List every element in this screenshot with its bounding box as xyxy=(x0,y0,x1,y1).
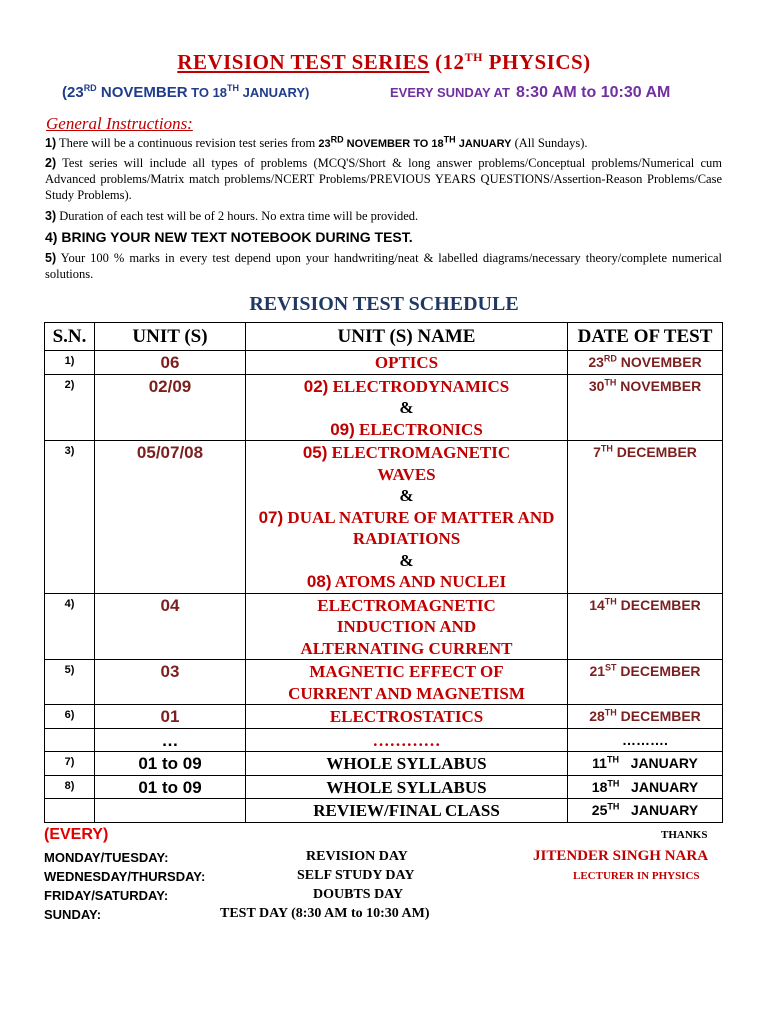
instruction-2-text: Test series will include all types of problems (MCQ'S/Short & long answer problems/Conceptual problems/Numerical cum Advanced problems/Matrix match problems/NCERT Problems/PREVIOUS YEARS QUESTIONS/Assertion-Reason Problems/Case Study Problems). xyxy=(45,156,722,202)
weekly-activity-1: REVISION DAY xyxy=(306,849,408,864)
weekly-days-3: FRIDAY/SATURDAY: xyxy=(44,888,169,903)
instruction-3 xyxy=(45,208,722,224)
date-day: 28 xyxy=(589,708,605,724)
row-date xyxy=(568,660,723,705)
table-row xyxy=(45,705,723,729)
unit-num: 02) xyxy=(303,376,329,396)
instruction-2 xyxy=(45,155,722,203)
document-title xyxy=(0,50,768,75)
date-day: ………. xyxy=(622,731,668,748)
table-row xyxy=(45,775,723,799)
thanks-text: THANKS xyxy=(661,829,708,841)
table-row xyxy=(45,351,723,375)
teacher-name: JITENDER SINGH NARA xyxy=(533,848,709,864)
date-day: 7 xyxy=(593,444,601,460)
table-row xyxy=(45,799,723,823)
row-sn xyxy=(45,799,95,823)
row-date xyxy=(568,441,723,594)
table-row xyxy=(45,374,723,441)
table-row xyxy=(45,441,723,594)
date-suffix: TH xyxy=(604,376,617,387)
date-suffix: ST xyxy=(605,662,617,673)
date-suffix: TH xyxy=(606,754,619,765)
weekly-activity-4: TEST DAY (8:30 AM to 10:30 AM) xyxy=(220,906,430,921)
instruction-1-bold-a-sup: RD xyxy=(330,134,344,145)
row-date xyxy=(568,374,723,441)
row-unit: 01 to 09 xyxy=(95,752,246,776)
row-unit: 05/07/08 xyxy=(95,441,246,594)
row-sn: 5) xyxy=(45,660,95,705)
date-suffix: RD xyxy=(603,353,617,364)
unit-name: MAGNETIC EFFECT OF CURRENT AND MAGNETISM xyxy=(288,662,525,703)
unit-name: ELECTRODYNAMICS xyxy=(328,376,510,396)
instruction-1-bold-a: 23 xyxy=(318,138,331,150)
row-date xyxy=(568,705,723,729)
schedule-title: REVISION TEST SCHEDULE xyxy=(249,293,519,315)
row-sn: 3) xyxy=(45,441,95,594)
header-unit-name: UNIT (S) NAME xyxy=(246,323,568,351)
weekly-days-4: SUNDAY: xyxy=(44,907,102,922)
ampersand: & xyxy=(399,486,414,505)
title-class-sup: TH xyxy=(464,50,483,64)
instruction-3-num: 3) xyxy=(45,209,57,223)
row-unit: 01 xyxy=(95,705,246,729)
weekly-activity-2: SELF STUDY DAY xyxy=(297,868,415,883)
row-date xyxy=(568,775,723,799)
date-month: JANUARY xyxy=(619,802,699,818)
date-month: DECEMBER xyxy=(616,596,701,613)
row-unit: 01 to 09 xyxy=(95,775,246,799)
unit-num: 05) xyxy=(302,443,328,462)
every-label: EVERY SUNDAY AT xyxy=(390,85,510,100)
instruction-4-num: 4) xyxy=(45,229,58,245)
date-suffix: TH xyxy=(604,595,617,606)
weekly-activity-3: DOUBTS DAY xyxy=(313,887,404,902)
instruction-4 xyxy=(45,229,722,245)
row-sn: 2) xyxy=(45,374,95,441)
unit-name: ELECTROMAGNETIC WAVES xyxy=(327,443,511,484)
instruction-1-post: (All Sundays). xyxy=(511,136,588,150)
row-sn: 4) xyxy=(45,593,95,660)
row-unit-name xyxy=(246,752,568,776)
subtitle xyxy=(62,84,742,101)
table-header-row xyxy=(45,323,723,351)
row-sn: 7) xyxy=(45,752,95,776)
date-month: DECEMBER xyxy=(616,663,701,679)
instructions-heading: General Instructions: xyxy=(46,114,193,133)
row-unit-name xyxy=(246,660,568,705)
ampersand: & xyxy=(399,550,414,570)
header-date: DATE OF TEST xyxy=(568,323,723,351)
row-unit-name xyxy=(246,593,568,660)
instruction-3-text: Duration of each test will be of 2 hours. No extra time will be provided. xyxy=(56,209,419,223)
row-unit-name xyxy=(246,775,568,799)
unit-name: ELECTROSTATICS xyxy=(329,707,484,726)
instruction-5-num: 5) xyxy=(45,251,57,265)
instruction-5 xyxy=(45,250,722,282)
date-month: JANUARY xyxy=(618,755,698,771)
date-month: DECEMBER xyxy=(616,708,701,724)
instruction-1-bold-b-sup: TH xyxy=(443,134,456,145)
date-suffix: TH xyxy=(600,443,613,454)
weekly-days-1: MONDAY/TUESDAY: xyxy=(44,850,169,865)
row-sn: 8) xyxy=(45,775,95,799)
table-row xyxy=(45,728,723,752)
unit-name: WHOLE SYLLABUS xyxy=(326,777,487,797)
header-sn: S.N. xyxy=(45,323,95,351)
unit-name: ATOMS AND NUCLEI xyxy=(331,572,507,591)
row-sn xyxy=(45,728,95,752)
date-range xyxy=(62,84,309,101)
date-suffix: TH xyxy=(607,801,620,812)
row-unit xyxy=(95,799,246,823)
date-month: DECEMBER xyxy=(612,444,697,460)
date-day: 23 xyxy=(588,354,604,370)
instruction-1 xyxy=(45,135,722,152)
every-label: (EVERY) xyxy=(44,826,109,843)
row-sn: 6) xyxy=(45,705,95,729)
instruction-2-num: 2) xyxy=(45,156,57,170)
row-unit: 03 xyxy=(95,660,246,705)
unit-name: ELECTROMAGNETIC INDUCTION AND ALTERNATING CURRENT xyxy=(300,595,513,658)
weekly-days-2: WEDNESDAY/THURSDAY: xyxy=(44,869,206,884)
row-unit-name xyxy=(246,374,568,441)
ampersand: & xyxy=(399,398,414,417)
every-sunday xyxy=(390,84,670,102)
unit-num: 09) xyxy=(330,419,355,439)
row-unit: 02/09 xyxy=(95,374,246,441)
date-month: NOVEMBER xyxy=(616,354,702,370)
instruction-1-bold-c: JANUARY xyxy=(455,138,512,150)
header-unit: UNIT (S) xyxy=(95,323,246,351)
row-date xyxy=(568,593,723,660)
title-class-suffix: PHYSICS) xyxy=(482,50,591,74)
instruction-5-text: Your 100 % marks in every test depend upon your handwriting/neat & labelled diagrams/necessary theory/complete numerical solutions. xyxy=(45,251,722,281)
row-unit-name xyxy=(246,441,568,594)
unit-name: WHOLE SYLLABUS xyxy=(326,754,487,773)
row-date xyxy=(568,728,723,752)
date-day: 18 xyxy=(591,778,608,795)
date-month: JANUARY xyxy=(619,778,699,795)
date-day: 11 xyxy=(592,755,607,771)
table-row xyxy=(45,593,723,660)
title-class-prefix: (12 xyxy=(435,50,465,74)
table-row xyxy=(45,660,723,705)
row-unit-name xyxy=(246,705,568,729)
date-day: 25 xyxy=(591,802,608,818)
row-unit-name xyxy=(246,799,568,823)
row-date xyxy=(568,752,723,776)
title-main: REVISION TEST SERIES xyxy=(177,50,430,74)
unit-num: 08) xyxy=(306,572,332,591)
row-date xyxy=(568,799,723,823)
unit-name: ………… xyxy=(372,730,441,750)
unit-name: REVIEW/FINAL CLASS xyxy=(313,801,500,820)
date-day: 21 xyxy=(589,663,606,679)
date-suffix: TH xyxy=(604,707,617,718)
range-a-sup: RD xyxy=(83,83,97,93)
row-sn: 1) xyxy=(45,351,95,375)
row-unit-name xyxy=(246,351,568,375)
date-suffix: TH xyxy=(607,777,620,788)
range-b: NOVEMBER xyxy=(96,84,188,101)
range-d: JANUARY) xyxy=(239,85,310,100)
date-day: 30 xyxy=(588,377,605,394)
range-c: TO 18 xyxy=(187,85,228,100)
row-unit: … xyxy=(95,728,246,752)
unit-name: OPTICS xyxy=(374,353,439,372)
teacher-designation: LECTURER IN PHYSICS xyxy=(573,870,700,882)
range-c-sup: TH xyxy=(227,83,240,93)
range-a: (23 xyxy=(62,84,84,101)
schedule-table xyxy=(44,322,723,823)
row-unit: 04 xyxy=(95,593,246,660)
unit-name: DUAL NATURE OF MATTER AND RADIATIONS xyxy=(283,507,555,548)
row-unit: 06 xyxy=(95,351,246,375)
test-time: 8:30 AM to 10:30 AM xyxy=(515,84,671,101)
date-day: 14 xyxy=(589,596,605,613)
unit-num: 07) xyxy=(258,507,284,527)
instruction-4-text: BRING YOUR NEW TEXT NOTEBOOK DURING TEST. xyxy=(57,229,413,245)
row-date xyxy=(568,351,723,375)
instruction-1-num: 1) xyxy=(45,136,57,150)
table-row xyxy=(45,752,723,776)
date-month: NOVEMBER xyxy=(616,377,702,394)
instruction-1-bold-b: NOVEMBER TO 18 xyxy=(343,138,444,150)
row-unit-name xyxy=(246,728,568,752)
unit-name: ELECTRONICS xyxy=(354,419,483,439)
instruction-1-pre: There will be a continuous revision test series from xyxy=(56,136,319,150)
